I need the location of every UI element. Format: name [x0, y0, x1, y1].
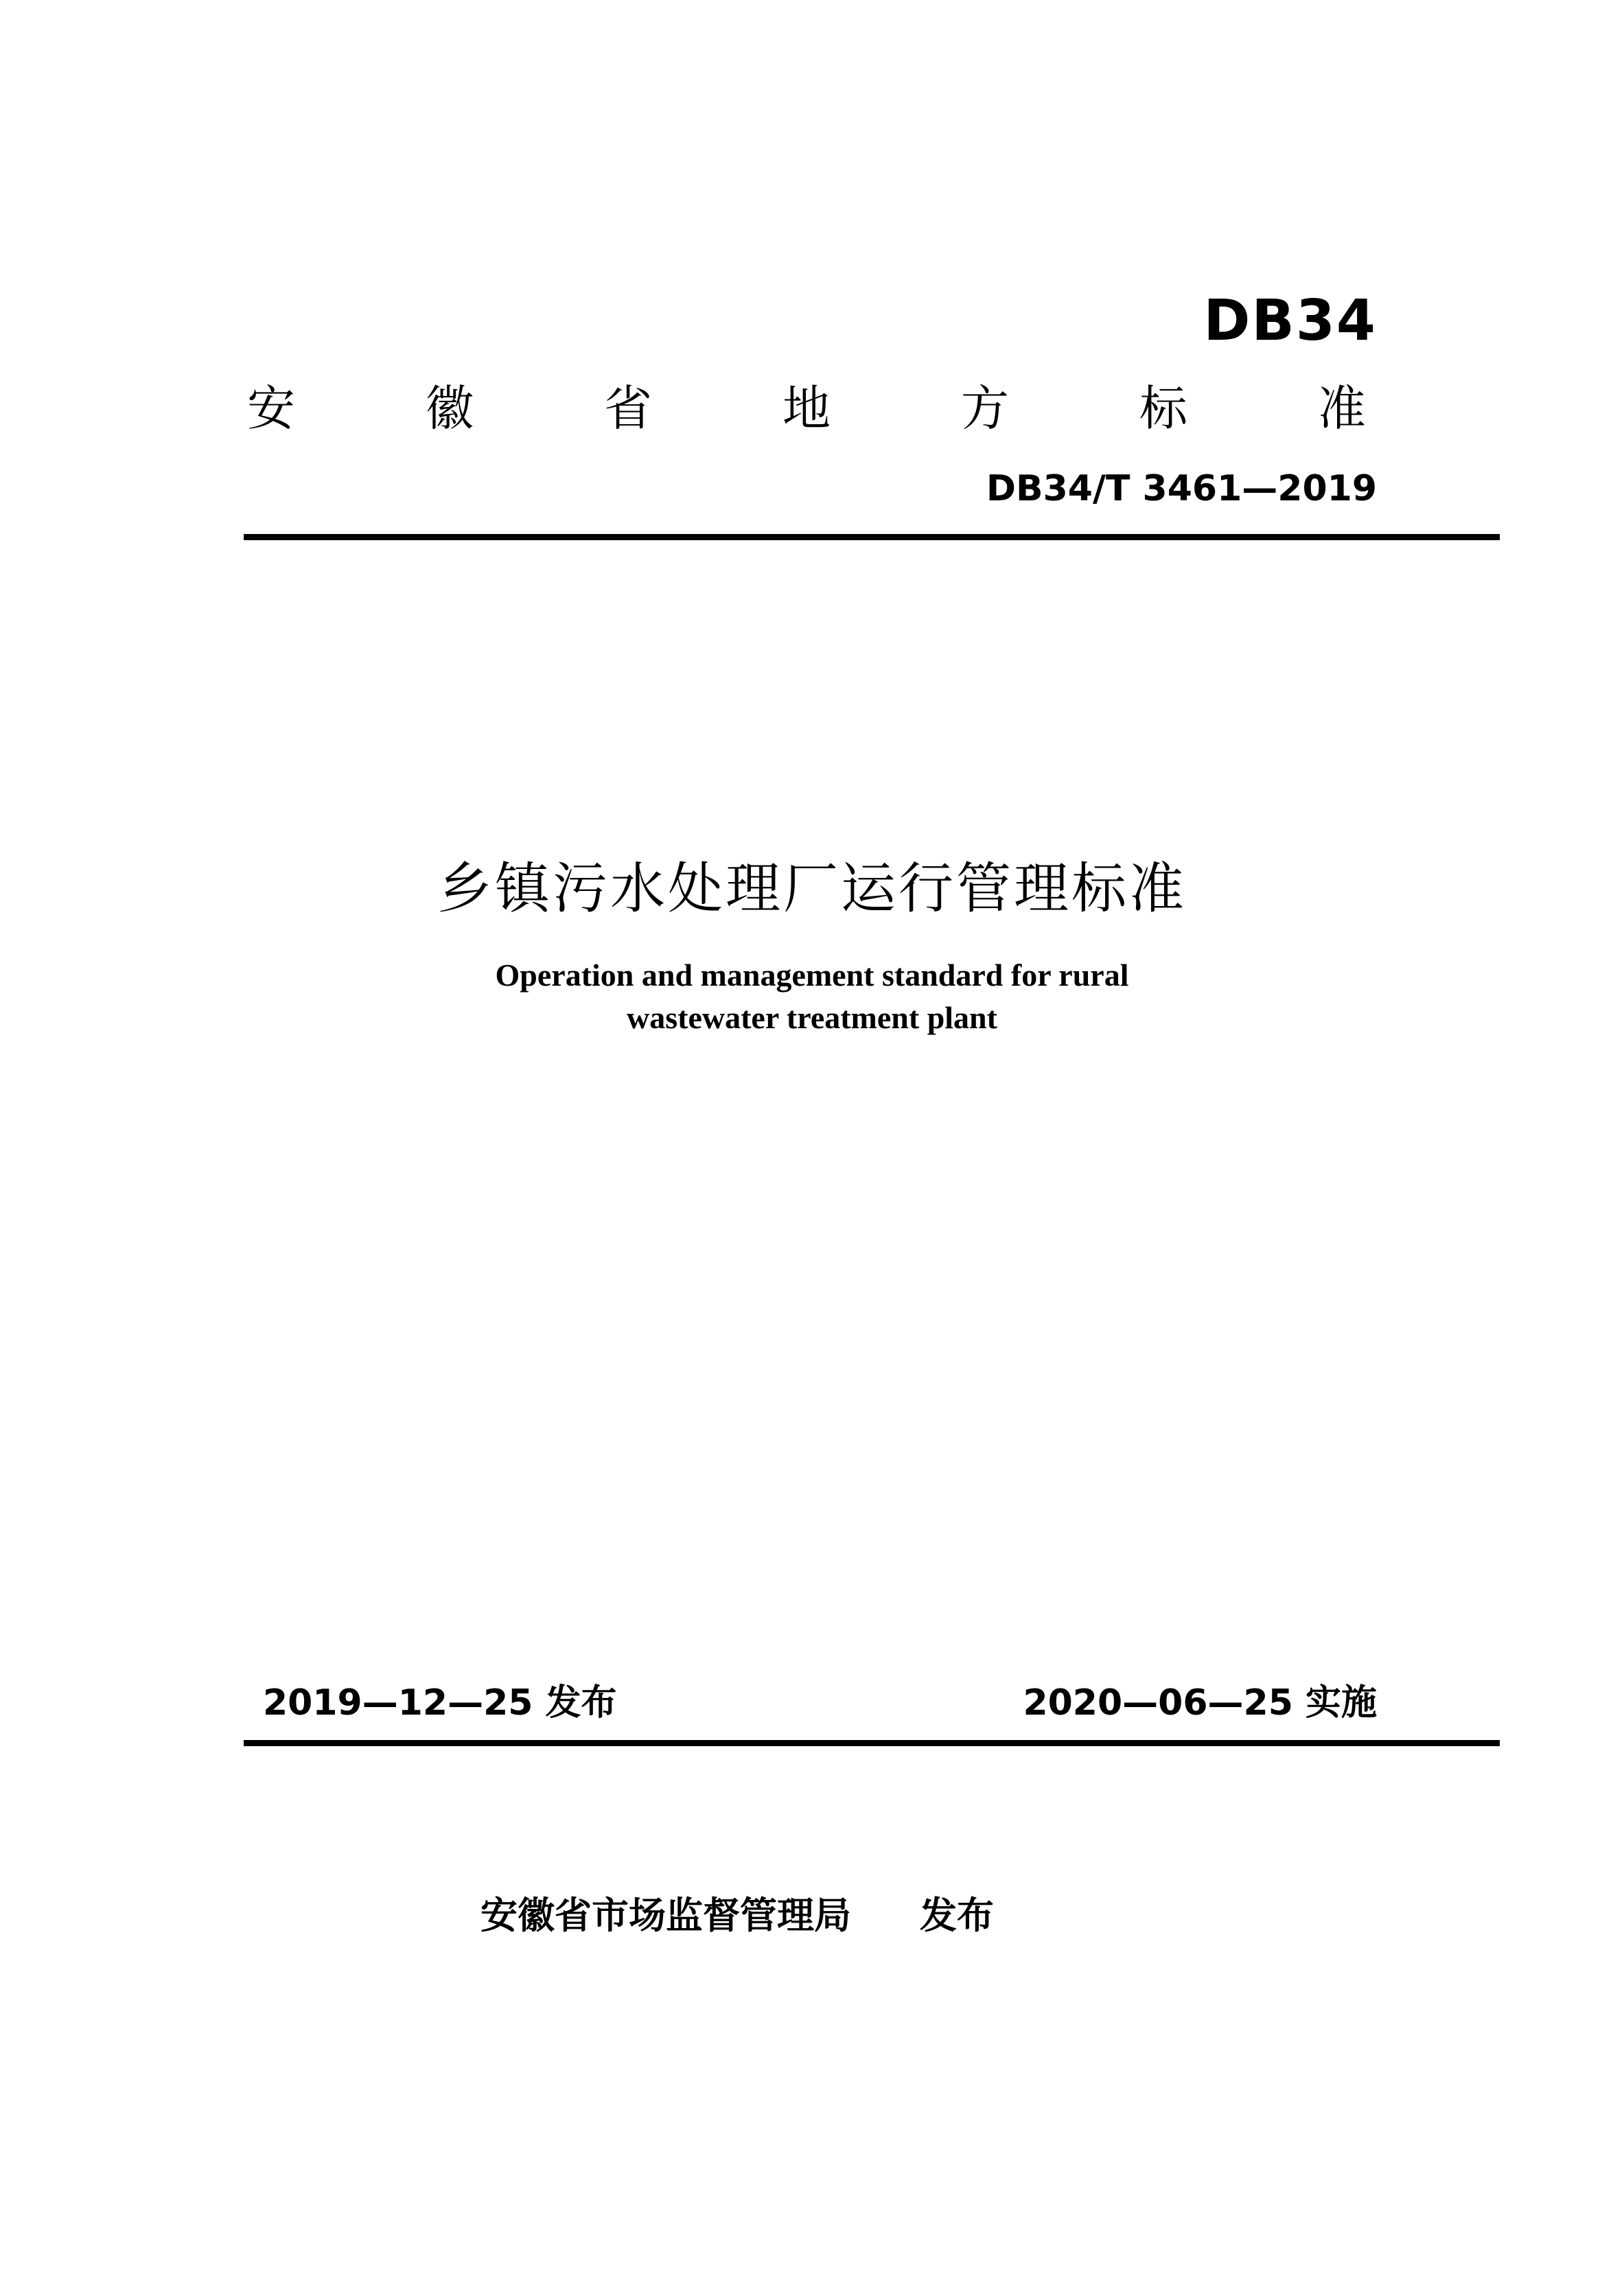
english-title-line-1: Operation and management standard for rural: [495, 958, 1129, 993]
province-title-char: 标: [1139, 380, 1187, 437]
top-divider: [244, 534, 1500, 540]
issue-date: 2019—12—25 发布: [263, 1682, 617, 1724]
issuer-name: 安徽省市场监督管理局: [480, 1894, 851, 1937]
province-title-char: 准: [1318, 380, 1366, 437]
document-title-chinese: 乡镇污水处理厂运行管理标准: [437, 857, 1187, 920]
province-title-char: 省: [604, 380, 652, 437]
province-title-char: 方: [961, 380, 1009, 437]
province-title-char: 地: [782, 380, 831, 437]
province-title-char: 安: [247, 380, 295, 437]
issuing-authority: [480, 1886, 994, 1939]
standard-category-code: DB34: [1203, 288, 1377, 353]
english-title-line-2: wastewater treatment plant: [627, 1000, 997, 1035]
province-standard-title: [244, 374, 1369, 443]
province-title-char: 徽: [426, 380, 474, 437]
effective-date: 2020—06—25 实施: [1023, 1682, 1377, 1724]
document-title-english: [0, 954, 1624, 1039]
issuer-action: 发布: [920, 1894, 994, 1937]
standard-number: DB34/T 3461—2019: [986, 468, 1377, 509]
bottom-divider: [244, 1740, 1500, 1746]
